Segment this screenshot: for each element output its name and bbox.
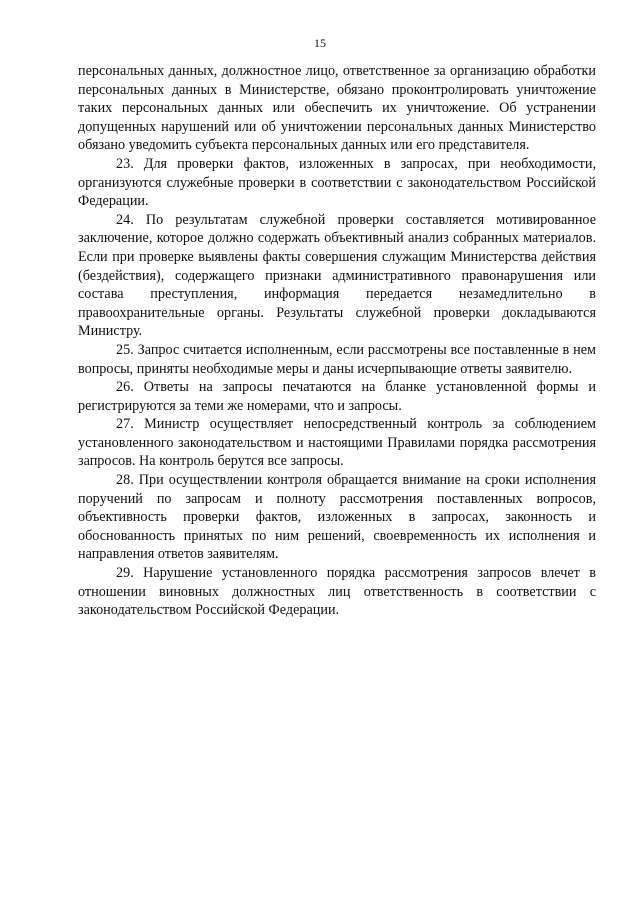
paragraph-26: 26. Ответы на запросы печатаются на бланке установленной формы и регистрируются за теми же номерами, что и запросы. — [78, 379, 596, 414]
paragraph-continuation: персональных данных, должностное лицо, ответственное за организацию обработки персональных данных в Министерстве, обязано проконтролировать уничтожение таких персональных данных или обеспечить их уничтожение. Об устранении допущенных нарушений или об уничтожении персональных данных Министерство обязано уведомить субъекта персональных данных или его представителя. — [78, 63, 596, 154]
page-number: 15 — [314, 36, 326, 50]
paragraph-25: 25. Запрос считается исполненным, если рассмотрены все поставленные в нем вопросы, приняты необходимые меры и даны исчерпывающие ответы заявителю. — [78, 341, 596, 377]
paragraph-29: 29. Нарушение установленного порядка рассмотрения запросов влечет в отношении виновных должностных лиц ответственность в соответствии с законодательством Российской Федерации. — [78, 565, 596, 619]
paragraph-23: 23. Для проверки фактов, изложенных в запросах, при необходимости, организуются служебные проверки в соответствии с законодательством Российской Федерации. — [78, 155, 596, 210]
paragraph-27: 27. Министр осуществляет непосредственный контроль за соблюдением установленного законодательством и настоящими Правилами порядка рассмотрения запросов. На контроль берутся все запросы. — [78, 416, 596, 470]
document-body — [78, 62, 596, 620]
paragraph-28: 28. При осуществлении контроля обращается внимание на сроки исполнения поручений по запросам и полноту рассмотрения поставленных вопросов, объективность проверки фактов, изложенных в запросах, законность и обоснованность принятых по ним решений, своевременность их исполнения и направления ответов заявителям. — [78, 472, 596, 563]
paragraph-24: 24. По результатам служебной проверки составляется мотивированное заключение, которое должно содержать объективный анализ собранных материалов. Если при проверке выявлены факты совершения служащим Министерства действия (бездействия), содержащего признаки административного правонарушения или состава преступления, информация передается незамедлительно в правоохранительные органы. Результаты служебной проверки докладываются Министру. — [78, 211, 596, 340]
